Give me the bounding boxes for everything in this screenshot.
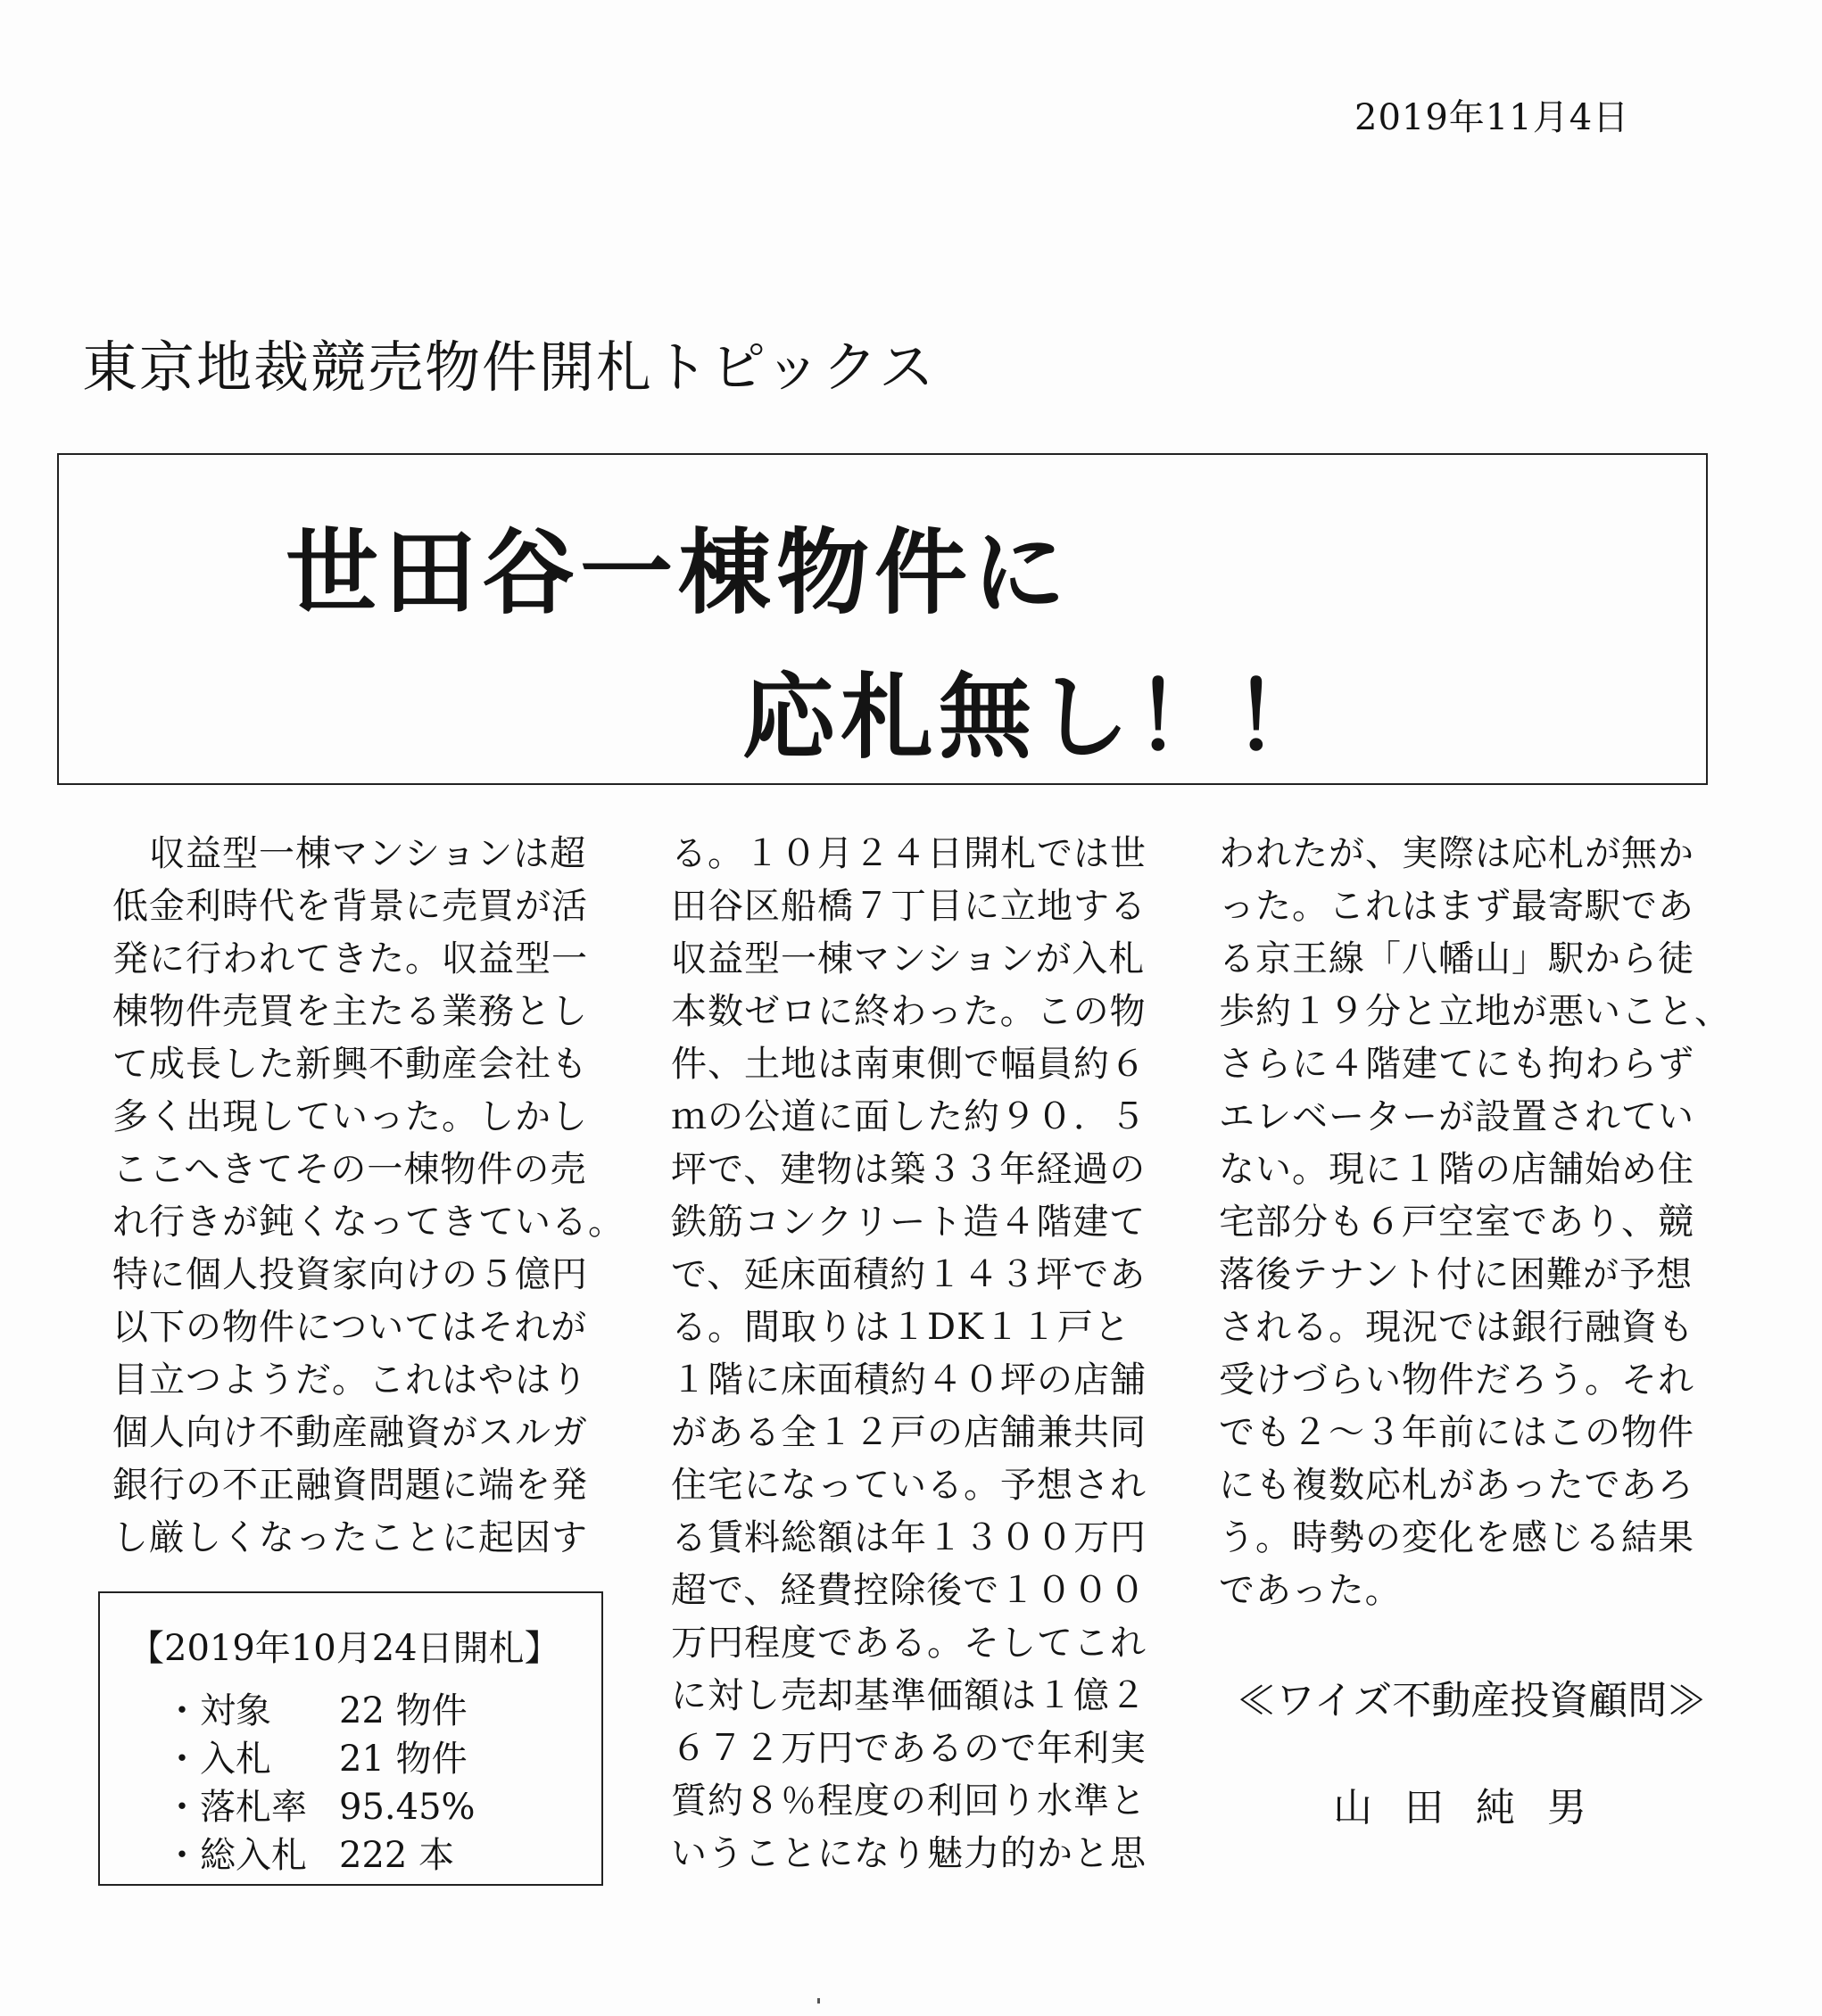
series-title: 東京地裁競売物件開札トピックス: [82, 335, 936, 400]
headline-line-1: 世田谷一棟物件に: [286, 518, 1072, 627]
summary-value: 21 物件: [339, 1739, 468, 1780]
headline-line-2: 応札無し！！: [742, 663, 1332, 772]
scan-speck: [817, 1998, 820, 2004]
summary-row-total: [164, 1827, 454, 1878]
article-column-2: る。１０月２４日開札では世 田谷区船橋７丁目に立地する 収益型一棟マンションが入札 本数ゼロに終わった。この物 件、土地は南東側で幅員約６ ｍの公道に面した約９０．５ 坪で、建物は築３３年経過の 鉄筋コンクリート造４階建て で、延床面積約１４３坪であ る。間取りは１DK１１戸と １階に床面積約４０坪の店舗 がある全１２戸の店舗兼共同 住宅になっている。予想され る賃料総額は年１３００万円 超で、経費控除後で１０００ 万円程度である。そしてこれ に対し売却基準価額は１億２ ６７２万円であるので年利実 質約８％程度の利回り水準と いうことになり魅力的かと思: [671, 833, 1147, 1874]
summary-row-target: [164, 1682, 468, 1733]
summary-row-bids: [164, 1731, 468, 1781]
summary-label: ・対象: [164, 1690, 271, 1731]
summary-label: ・総入札: [164, 1835, 307, 1876]
summary-value: 222 本: [339, 1835, 455, 1876]
byline-author: 山田純男: [1333, 1785, 1619, 1830]
summary-value: 22 物件: [339, 1690, 468, 1731]
article-column-3: われたが、実際は応札が無か った。これはまず最寄駅であ る京王線「八幡山」駅から徒 歩約１９分と立地が悪いこと、 さらに４階建てにも拘わらず エレベーターが設置されてい ない。現に１階の店舗始め住 宅部分も６戸空室であり、競 落後テナント付に困難が予想 される。現況では銀行融資も 受けづらい物件だろう。それ でも２～３年前にはこの物件 にも複数応札があったであろ う。時勢の変化を感じる結果 であった。: [1219, 833, 1731, 1611]
article-date: 2019年11月4日: [1354, 97, 1630, 138]
article-column-1: 収益型一棟マンションは超 低金利時代を背景に売買が活 発に行われてきた。収益型一 棟物件売買を主たる業務とし て成長した新興不動産会社も 多く出現していった。しかし ここへきてその一棟物件の売 れ行きが鈍くなってきている。 特に個人投資家向けの５億円 以下の物件についてはそれが 目立つようだ。これはやはり 個人向け不動産融資がスルガ 銀行の不正融資問題に端を発 し厳しくなったことに起因す: [112, 833, 625, 1558]
summary-row-rate: [164, 1779, 476, 1830]
auction-summary-box: [98, 1591, 603, 1886]
headline-box: [57, 453, 1708, 785]
byline-organization: ≪ワイズ不動産投資顧問≫: [1237, 1678, 1707, 1723]
summary-label: ・落札率: [164, 1787, 307, 1828]
summary-label: ・入札: [164, 1739, 271, 1780]
auction-summary-title: 【2019年10月24日開札】: [128, 1628, 560, 1669]
summary-value: 95.45%: [339, 1787, 476, 1828]
